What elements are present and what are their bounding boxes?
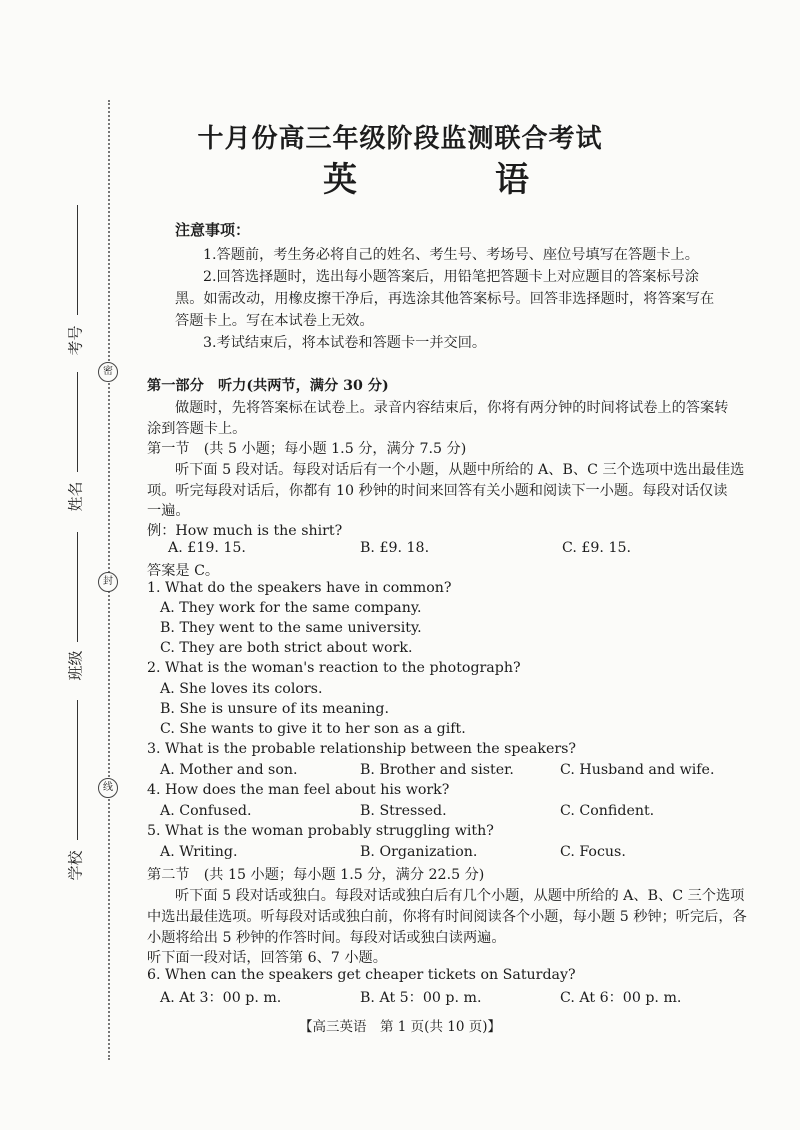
q6-option-c: C. At 6：00 p. m. [560,990,682,1006]
example-question: 例：How much is the shirt? [147,523,343,539]
q5-option-c: C. Focus. [560,844,626,860]
q6-option-b: B. At 5：00 p. m. [360,990,482,1006]
example-option-b: B. £9. 18. [360,540,430,556]
section1-intro: 一遍。 [147,503,190,519]
q1-option-c: C. They are both strict about work. [160,640,413,656]
section1-intro: 听下面 5 段对话。每段对话后有一个小题，从题中所给的 A、B、C 三个选项中选出最佳选 [175,462,745,478]
part1-intro: 做题时，先将答案标在试卷上。录音内容结束后，你将有两分钟的时间将试卷上的答案转 [175,400,729,416]
class-blank[interactable] [77,532,78,642]
question-2: 2. What is the woman's reaction to the photograph? [147,660,521,676]
q2-option-b: B. She is unsure of its meaning. [160,701,389,717]
q4-option-c: C. Confident. [560,803,655,819]
question-3: 3. What is the probable relationship between the speakers? [147,741,577,757]
example-option-a: A. £19. 15. [168,540,246,556]
example-option-c: C. £9. 15. [562,540,632,556]
q1-option-b: B. They went to the same university. [160,620,422,636]
example-answer: 答案是 C。 [147,563,220,579]
question-1: 1. What do the speakers have in common? [147,580,452,596]
name-blank[interactable] [77,372,78,472]
part1-intro: 涂到答题卡上。 [147,421,247,437]
notice-heading: 注意事项： [175,221,251,239]
question-6: 6. When can the speakers get cheaper tickets on Saturday? [147,967,576,983]
q1-option-a: A. They work for the same company. [160,600,422,616]
section2-lead: 听下面一段对话，回答第 6、7 小题。 [147,950,387,966]
q4-option-b: B. Stressed. [360,803,447,819]
notice-line: 2.回答选择题时，选出每小题答案后，用铅笔把答题卡上对应题目的答案标号涂 [203,269,699,285]
q3-option-b: B. Brother and sister. [360,762,514,778]
seal-mark-mi: 密 [98,362,118,382]
section2-heading: 第二节 (共 15 小题；每小题 1.5 分，满分 22.5 分) [147,867,485,883]
class-label: 班级 [66,650,85,681]
subject-title: 英 语 [323,160,581,200]
section2-intro: 小题将给出 5 秒钟的作答时间。每段对话或独白读两遍。 [147,930,506,946]
section1-intro: 项。听完每段对话后，你都有 10 秒钟的时间来回答有关小题和阅读下一小题。每段对话仅读 [147,483,728,499]
notice-line: 3.考试结束后，将本试卷和答题卡一并交回。 [203,335,487,351]
notice-line: 黑。如需改动，用橡皮擦干净后，再选涂其他答案标号。回答非选择题时，将答案写在 [175,291,715,307]
q6-option-a: A. At 3：00 p. m. [160,990,282,1006]
section1-heading: 第一节 (共 5 小题；每小题 1.5 分，满分 7.5 分) [147,441,467,457]
q5-option-a: A. Writing. [160,844,238,860]
name-label: 姓名 [66,481,85,512]
question-5: 5. What is the woman probably struggling with? [147,823,494,839]
exam-title: 十月份高三年级阶段监测联合考试 [197,124,603,154]
q4-option-a: A. Confused. [160,803,252,819]
school-blank[interactable] [77,700,78,840]
q5-option-b: B. Organization. [360,844,478,860]
notice-line: 1.答题前，考生务必将自己的姓名、考生号、考场号、座位号填写在答题卡上。 [203,247,699,263]
q2-option-a: A. She loves its colors. [160,681,323,697]
q3-option-c: C. Husband and wife. [560,762,715,778]
school-label: 学校 [66,850,85,881]
q3-option-a: A. Mother and son. [160,762,298,778]
exam-number-label: 考号 [66,325,85,356]
notice-line: 答题卡上。写在本试卷上无效。 [175,313,374,329]
section2-intro: 听下面 5 段对话或独白。每段对话或独白后有几个小题，从题中所给的 A、B、C 三个选项 [175,888,745,904]
page-footer: 【高三英语 第 1 页(共 10 页)】 [299,1019,501,1035]
seal-mark-feng: 封 [98,572,118,592]
seal-mark-xian: 线 [98,778,118,798]
q2-option-c: C. She wants to give it to her son as a gift. [160,721,466,737]
section2-intro: 中选出最佳选项。听每段对话或独白前，你将有时间阅读各个小题，每小题 5 秒钟；听完后，各 [147,909,747,925]
exam-number-blank[interactable] [77,205,78,315]
question-4: 4. How does the man feel about his work? [147,782,450,798]
part1-heading: 第一部分 听力(共两节，满分 30 分) [147,378,389,394]
